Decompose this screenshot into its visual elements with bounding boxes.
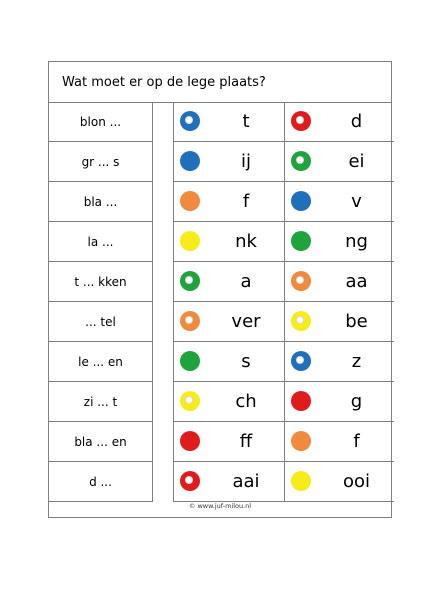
option-text: ff [239, 431, 253, 452]
option-row [174, 182, 394, 222]
option-right[interactable] [284, 182, 394, 221]
word-cell: t ... kken [49, 262, 153, 302]
option-text: f [353, 431, 360, 452]
option-right[interactable] [284, 342, 394, 381]
option-text: ei [348, 151, 365, 172]
worksheet [48, 61, 392, 518]
color-dot-icon [180, 231, 200, 251]
color-dot-icon [291, 231, 311, 251]
option-row [174, 142, 394, 182]
option-row [174, 382, 394, 422]
option-right[interactable] [284, 222, 394, 261]
option-row [174, 342, 394, 382]
option-left[interactable] [174, 302, 284, 341]
option-left[interactable] [174, 342, 284, 381]
option-text: nk [235, 231, 257, 252]
color-dot-icon [180, 191, 200, 211]
copyright-footer: © www.juf-milou.nl [188, 502, 252, 510]
option-left[interactable] [174, 102, 284, 141]
option-text: ooi [342, 471, 371, 492]
option-row [174, 102, 394, 142]
option-left[interactable] [174, 142, 284, 181]
word-cell: la ... [49, 222, 153, 262]
option-row [174, 462, 394, 502]
option-left[interactable] [174, 462, 284, 501]
option-text: t [242, 111, 250, 132]
color-dot-icon [180, 431, 200, 451]
option-right[interactable] [284, 262, 394, 301]
color-dot-icon [291, 431, 311, 451]
option-text: s [241, 351, 251, 372]
option-text: v [351, 191, 362, 212]
option-text: f [242, 191, 250, 212]
color-dot-icon [291, 191, 311, 211]
word-cell: gr ... s [49, 142, 153, 182]
color-dot-icon [291, 471, 311, 491]
color-dot-icon [180, 151, 200, 171]
color-ring-icon [180, 111, 200, 131]
color-ring-icon [291, 271, 311, 291]
option-left[interactable] [174, 382, 284, 421]
option-text: aa [345, 271, 368, 292]
option-left[interactable] [174, 422, 284, 461]
option-row [174, 422, 394, 462]
word-column [49, 102, 153, 502]
option-text: a [240, 271, 252, 292]
option-text: g [350, 391, 363, 412]
color-ring-icon [180, 391, 200, 411]
options-grid [173, 102, 394, 502]
color-ring-icon [291, 351, 311, 371]
option-text: aai [232, 471, 260, 492]
option-text: ch [235, 391, 257, 412]
word-cell: le ... en [49, 342, 153, 382]
color-ring-icon [180, 271, 200, 291]
option-text: ij [240, 151, 251, 172]
option-text: be [345, 311, 368, 332]
option-row [174, 222, 394, 262]
option-text: ng [345, 231, 368, 252]
word-cell: zi ... t [49, 382, 153, 422]
option-right[interactable] [284, 462, 394, 501]
option-right[interactable] [284, 382, 394, 421]
word-cell: blon ... [49, 102, 153, 142]
option-left[interactable] [174, 222, 284, 261]
option-row [174, 302, 394, 342]
word-cell: bla ... en [49, 422, 153, 462]
color-dot-icon [180, 351, 200, 371]
option-text: ver [231, 311, 261, 332]
color-ring-icon [291, 151, 311, 171]
color-ring-icon [180, 471, 200, 491]
option-right[interactable] [284, 102, 394, 141]
option-text: d [350, 111, 363, 132]
option-right[interactable] [284, 302, 394, 341]
word-cell: bla ... [49, 182, 153, 222]
option-right[interactable] [284, 422, 394, 461]
word-cell: d ... [49, 462, 153, 502]
option-text: z [351, 351, 362, 372]
option-row [174, 262, 394, 302]
option-left[interactable] [174, 182, 284, 221]
page-title: Wat moet er op de lege plaats? [62, 75, 266, 90]
color-ring-icon [291, 311, 311, 331]
color-ring-icon [180, 311, 200, 331]
color-dot-icon [291, 391, 311, 411]
color-ring-icon [291, 111, 311, 131]
option-left[interactable] [174, 262, 284, 301]
word-cell: ... tel [49, 302, 153, 342]
option-right[interactable] [284, 142, 394, 181]
